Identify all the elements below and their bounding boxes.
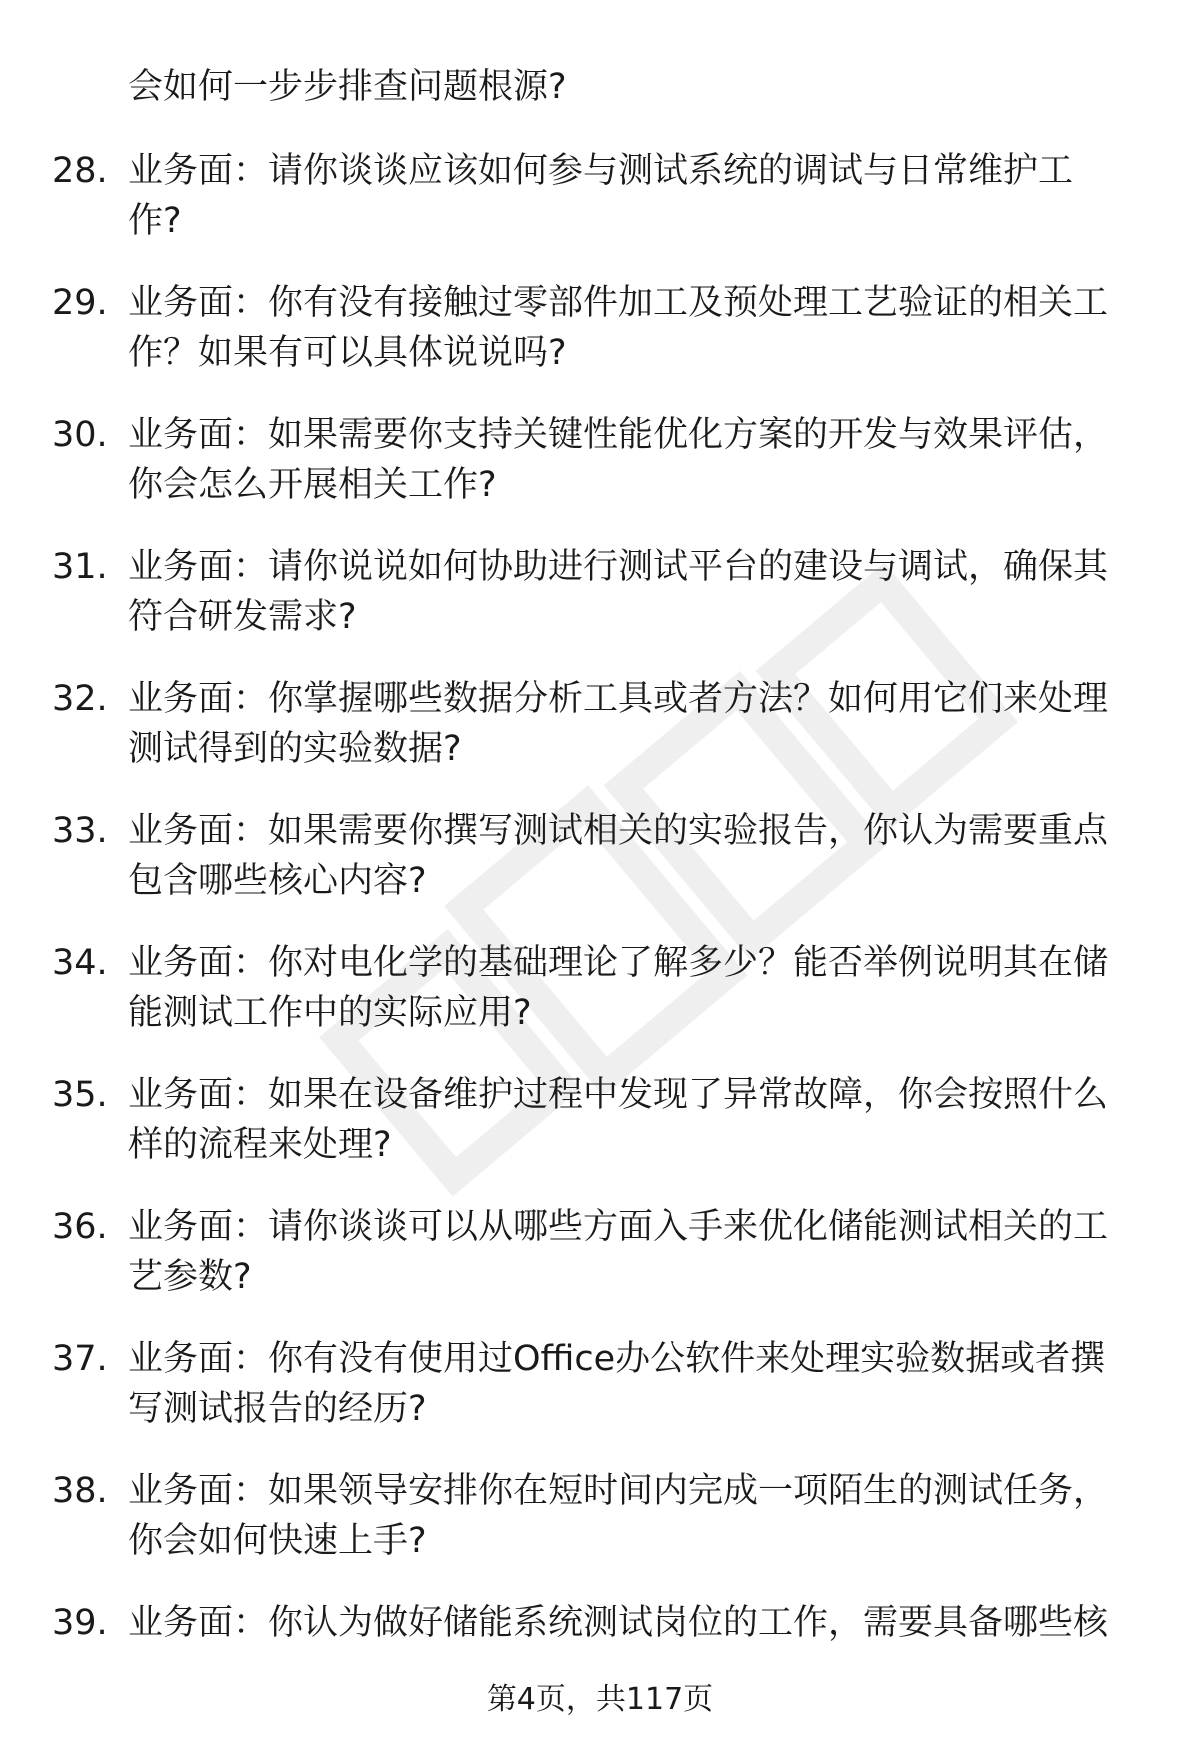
question-number: 35. [52, 1075, 108, 1115]
question-number: 33. [52, 811, 108, 851]
question-number: 37. [52, 1339, 108, 1379]
question-text: 业务面：如果需要你撰写测试相关的实验报告，你认为需要重点 包含哪些核心内容? [128, 811, 1109, 901]
continuation-line: 会如何一步步排查问题根源? [128, 67, 567, 107]
question-text: 业务面：如果领导安排你在短时间内完成一项陌生的测试任务， 你会如何快速上手? [128, 1471, 1109, 1561]
question-text: 业务面：你掌握哪些数据分析工具或者方法？如何用它们来处理 测试得到的实验数据? [128, 679, 1109, 769]
page-footer: 第4页，共117页 [486, 1682, 714, 1717]
question-text: 业务面：请你谈谈可以从哪些方面入手来优化储能测试相关的工 艺参数? [128, 1207, 1109, 1297]
question-number: 31. [52, 547, 108, 587]
question-number: 29. [52, 283, 108, 323]
question-number: 32. [52, 679, 108, 719]
question-text: 业务面：你有没有使用过Office办公软件来处理实验数据或者撰 写测试报告的经历? [128, 1339, 1106, 1429]
question-list [0, 146, 1200, 1730]
question-item [0, 674, 1200, 806]
question-item [0, 1466, 1200, 1598]
question-number: 30. [52, 415, 108, 455]
question-item [0, 806, 1200, 938]
question-item [0, 1070, 1200, 1202]
question-item [0, 278, 1200, 410]
question-text: 业务面：请你说说如何协助进行测试平台的建设与调试，确保其 符合研发需求? [128, 547, 1109, 637]
question-text: 业务面：如果在设备维护过程中发现了异常故障，你会按照什么 样的流程来处理? [128, 1075, 1109, 1165]
question-item [0, 1202, 1200, 1334]
question-number: 34. [52, 943, 108, 983]
question-number: 39. [52, 1603, 108, 1643]
question-item [0, 1334, 1200, 1466]
question-item [0, 542, 1200, 674]
question-number: 36. [52, 1207, 108, 1247]
question-item [0, 146, 1200, 278]
question-text: 业务面：你有没有接触过零部件加工及预处理工艺验证的相关工 作？如果有可以具体说说吗? [128, 283, 1109, 373]
question-number: 38. [52, 1471, 108, 1511]
question-item [0, 410, 1200, 542]
question-text: 业务面：如果需要你支持关键性能优化方案的开发与效果评估， 你会怎么开展相关工作? [128, 415, 1109, 505]
question-number: 28. [52, 151, 108, 191]
question-text: 业务面：你对电化学的基础理论了解多少？能否举例说明其在储 能测试工作中的实际应用? [128, 943, 1109, 1033]
question-text: 业务面：你认为做好储能系统测试岗位的工作，需要具备哪些核 [128, 1603, 1109, 1643]
question-item [0, 938, 1200, 1070]
question-text: 业务面：请你谈谈应该如何参与测试系统的调试与日常维护工 作? [128, 151, 1074, 241]
